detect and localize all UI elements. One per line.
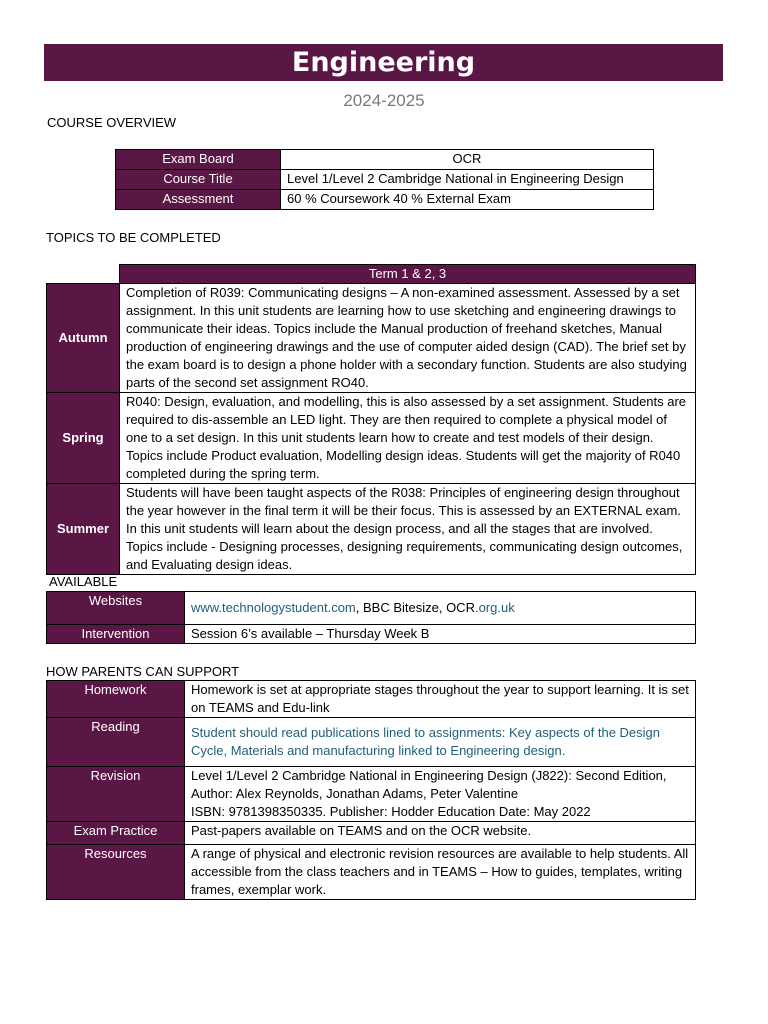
autumn-description: Completion of R039: Communicating designs – A non-examined assessment. Assessed by a set assignment. In this unit students are learning how to use sketching and engineering drawings to communicate their ideas. Topics include the Manual production of freehand sketches, Manual production of engineering drawings and the use of computer aided design (CAD). The brief set by the exam board is to design a phone holder with a secondary function. Students are also studying parts of the second set assignment RO40. <box>120 284 696 393</box>
table-row <box>47 718 696 767</box>
available-table <box>46 591 696 644</box>
exam-board-value: OCR <box>281 150 654 170</box>
homework-label: Homework <box>47 681 185 718</box>
support-heading: HOW PARENTS CAN SUPPORT <box>46 664 240 679</box>
table-row <box>47 284 696 393</box>
revision-value <box>185 767 696 822</box>
resources-value: A range of physical and electronic revision resources are available to help students. All accessible from the class teachers and in TEAMS – How to guides, templates, writing frames, exemplar work. <box>185 845 696 900</box>
table-row <box>47 767 696 822</box>
term-header: Term 1 & 2, 3 <box>120 265 696 284</box>
table-row <box>47 484 696 575</box>
available-heading: AVAILABLE <box>49 574 118 589</box>
websites-middle-text: , BBC Bitesize, OCR <box>355 600 475 615</box>
websites-value <box>185 592 696 625</box>
resources-label: Resources <box>47 845 185 900</box>
homework-value: Homework is set at appropriate stages throughout the year to support learning. It is set on TEAMS and Edu-link <box>185 681 696 718</box>
table-row <box>116 150 654 170</box>
reading-value: Student should read publications lined to assignments: Key aspects of the Design Cycle, Materials and manufacturing linked to Engineering design. <box>185 718 696 767</box>
table-row <box>47 265 696 284</box>
table-row <box>116 170 654 190</box>
technologystudent-link[interactable]: www.technologystudent.com <box>191 600 356 615</box>
table-row <box>47 845 696 900</box>
exam-practice-label: Exam Practice <box>47 822 185 845</box>
course-overview-table <box>115 149 654 210</box>
summer-description: Students will have been taught aspects of the R038: Principles of engineering design throughout the year however in the final term it will be their focus. This is assessed by an EXTERNAL exam. In this unit students will learn about the design process, and all the stages that are involved. Topics include - Designing processes, designing requirements, communicating design outcomes, and Evaluating design ideas. <box>120 484 696 575</box>
season-summer: Summer <box>47 484 120 575</box>
revision-book-details: Level 1/Level 2 Cambridge National in Engineering Design (J822): Second Edition, Author: Alex Reynolds, Jonathan Adams, Peter Valentine <box>191 768 667 801</box>
table-row <box>47 592 696 625</box>
season-spring: Spring <box>47 393 120 484</box>
spring-description: R040: Design, evaluation, and modelling, this is also assessed by a set assignment. Students are required to dis-assemble an LED light. They are then required to complete a physical model of one to a set design. In this unit students learn how to create and test models of their design. Topics include Product evaluation, Modelling design ideas. Students will get the majority of R040 completed during the spring term. <box>120 393 696 484</box>
blank-corner <box>47 265 120 284</box>
topics-heading: TOPICS TO BE COMPLETED <box>46 230 221 245</box>
intervention-value: Session 6’s available – Thursday Week B <box>185 625 696 644</box>
season-autumn: Autumn <box>47 284 120 393</box>
intervention-label: Intervention <box>47 625 185 644</box>
reading-label: Reading <box>47 718 185 767</box>
page-title: Engineering <box>44 44 723 81</box>
assessment-label: Assessment <box>116 190 281 210</box>
course-title-value: Level 1/Level 2 Cambridge National in Engineering Design <box>281 170 654 190</box>
revision-isbn: ISBN: 9781398350335. Publisher: Hodder Education Date: May 2022 <box>191 804 591 819</box>
websites-label: Websites <box>47 592 185 625</box>
course-overview-heading: COURSE OVERVIEW <box>47 115 177 130</box>
table-row <box>47 681 696 718</box>
academic-year: 2024-2025 <box>343 91 425 110</box>
table-row <box>47 625 696 644</box>
exam-board-label: Exam Board <box>116 150 281 170</box>
ocr-domain-suffix: .org.uk <box>474 600 515 615</box>
table-row <box>47 822 696 845</box>
revision-label: Revision <box>47 767 185 822</box>
table-row <box>47 393 696 484</box>
course-title-label: Course Title <box>116 170 281 190</box>
table-row <box>116 190 654 210</box>
exam-practice-value: Past-papers available on TEAMS and on the OCR website. <box>185 822 696 845</box>
assessment-value: 60 % Coursework 40 % External Exam <box>281 190 654 210</box>
topics-table <box>46 264 696 575</box>
support-table <box>46 680 696 900</box>
